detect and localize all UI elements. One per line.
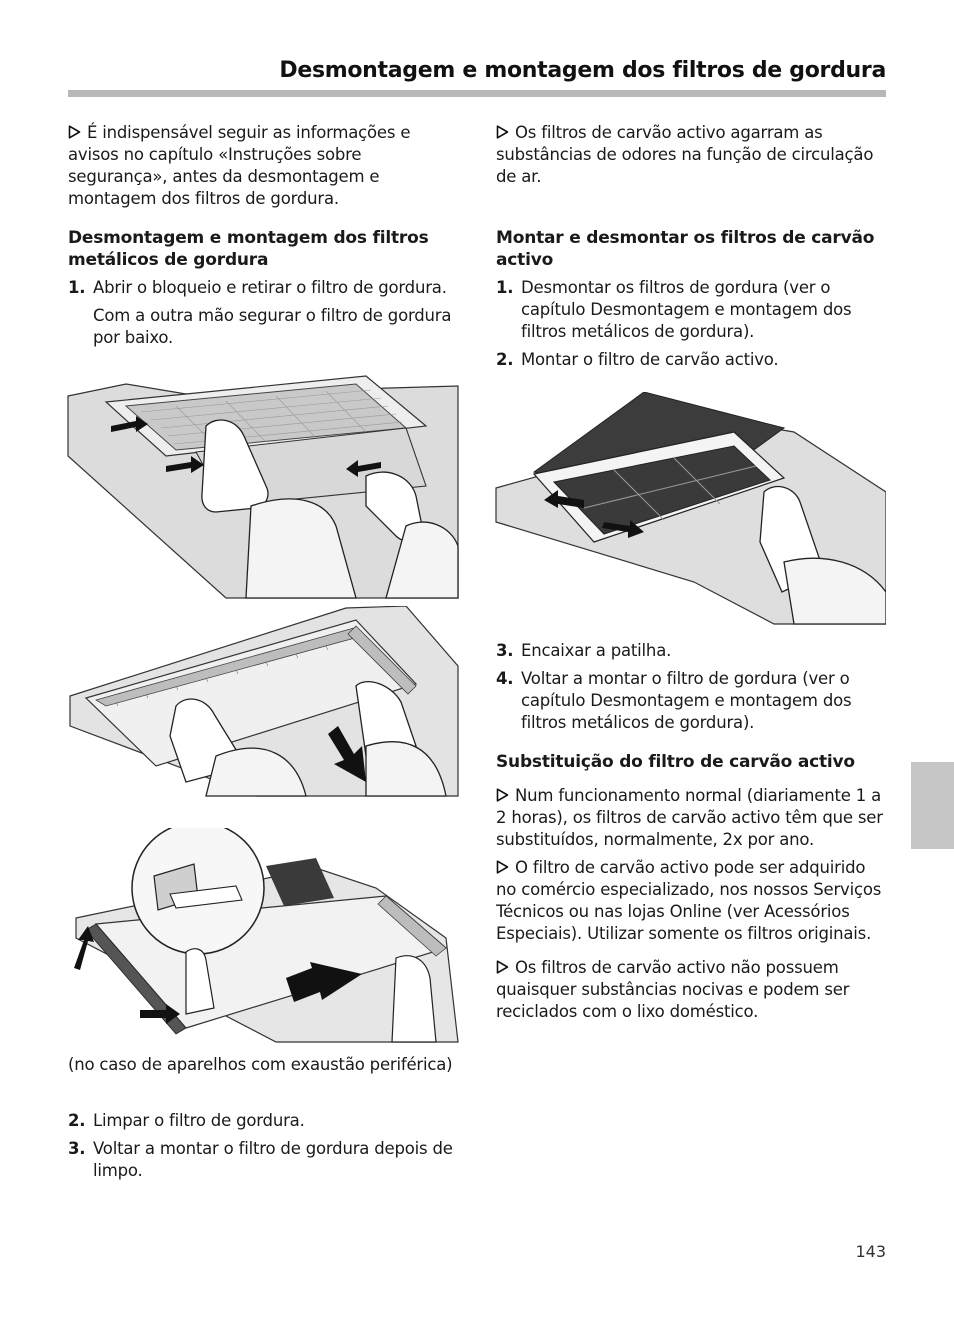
triangle-right-outline-icon: [496, 860, 509, 874]
safety-note-text: É indispensável seguir as informações e avisos no capítulo «Instruções sobre segurança», antes da desmontagem e montagem dos filtros de gordura.: [68, 123, 411, 208]
replacement-note: [496, 785, 886, 851]
step-extra-text: Com a outra mão segurar o filtro de gordura por baixo.: [93, 306, 452, 347]
step-number: 4.: [496, 669, 514, 688]
steps-list-carbon-filters: [496, 277, 886, 371]
safety-note: [68, 122, 460, 210]
list-item: [68, 1138, 460, 1182]
section-title-carbon-filters: Montar e desmontar os filtros de carvão activo: [496, 228, 875, 270]
list-item: [496, 668, 886, 734]
step-number: 2.: [68, 1111, 86, 1130]
illustration-carbon-filter: [494, 392, 886, 626]
list-item: [68, 277, 460, 349]
section-title-metal-filters: Desmontagem e montagem dos filtros metálicos de gordura: [68, 228, 429, 270]
purchase-note: [496, 857, 886, 945]
carbon-filter-note: [496, 122, 886, 188]
steps-list-carbon-filters-continued: [496, 640, 886, 734]
step-text: Voltar a montar o filtro de gordura (ver o capítulo Desmontagem e montagem dos filtros metálicos de gordura).: [521, 669, 852, 732]
page-number: 143: [855, 1242, 886, 1261]
list-item: [496, 349, 886, 371]
illustration-remove-grease-filter: [66, 366, 460, 600]
replacement-note-text: Num funcionamento normal (diariamente 1 a 2 horas), os filtros de carvão activo têm que ser substituídos, normalmente, 2x por ano.: [496, 786, 883, 849]
list-item: [68, 1110, 460, 1132]
figure-caption: (no caso de aparelhos com exaustão periférica): [68, 1055, 453, 1074]
step-text: Encaixar a patilha.: [521, 641, 672, 660]
steps-list-metal-filters: [68, 277, 460, 349]
page-title: Desmontagem e montagem dos filtros de gordura: [279, 58, 886, 83]
step-number: 1.: [68, 278, 86, 297]
list-item: [496, 277, 886, 343]
left-column-bottom: [68, 1054, 460, 1182]
step-text: Voltar a montar o filtro de gordura depois de limpo.: [93, 1139, 453, 1180]
left-column-top: [68, 122, 460, 349]
step-number: 2.: [496, 350, 514, 369]
section-title-carbon-replacement: Substituição do filtro de carvão activo: [496, 752, 855, 772]
triangle-right-outline-icon: [68, 125, 81, 139]
steps-list-cleaning: [68, 1110, 460, 1182]
step-number: 3.: [68, 1139, 86, 1158]
step-text: Abrir o bloqueio e retirar o filtro de gordura.: [93, 278, 447, 297]
title-rule: [68, 90, 886, 97]
step-number: 1.: [496, 278, 514, 297]
triangle-right-outline-icon: [496, 788, 509, 802]
section-side-tab: [911, 762, 954, 849]
recycling-note-text: Os filtros de carvão activo não possuem quaisquer substâncias nocivas e podem ser reciclados com o lixo doméstico.: [496, 958, 850, 1021]
right-column-top: [496, 122, 886, 371]
carbon-filter-note-text: Os filtros de carvão activo agarram as substâncias de odores na função de circulação de ar.: [496, 123, 874, 186]
step-text: Montar o filtro de carvão activo.: [521, 350, 779, 369]
purchase-note-text: O filtro de carvão activo pode ser adquirido no comércio especializado, nos nossos Serviços Técnicos ou nas lojas Online (ver Acessórios Especiais). Utilizar somente os filtros originais.: [496, 858, 882, 943]
triangle-right-outline-icon: [496, 960, 509, 974]
step-text: Limpar o filtro de gordura.: [93, 1111, 305, 1130]
step-number: 3.: [496, 641, 514, 660]
step-text: Desmontar os filtros de gordura (ver o capítulo Desmontagem e montagem dos filtros metálicos de gordura).: [521, 278, 852, 341]
recycling-note: [496, 957, 886, 1023]
list-item: [496, 640, 886, 662]
illustration-peripheral-exhaust-filter: [66, 828, 460, 1044]
right-column-bottom: [496, 640, 886, 1023]
triangle-right-outline-icon: [496, 125, 509, 139]
illustration-insert-grease-filter: [66, 606, 460, 798]
